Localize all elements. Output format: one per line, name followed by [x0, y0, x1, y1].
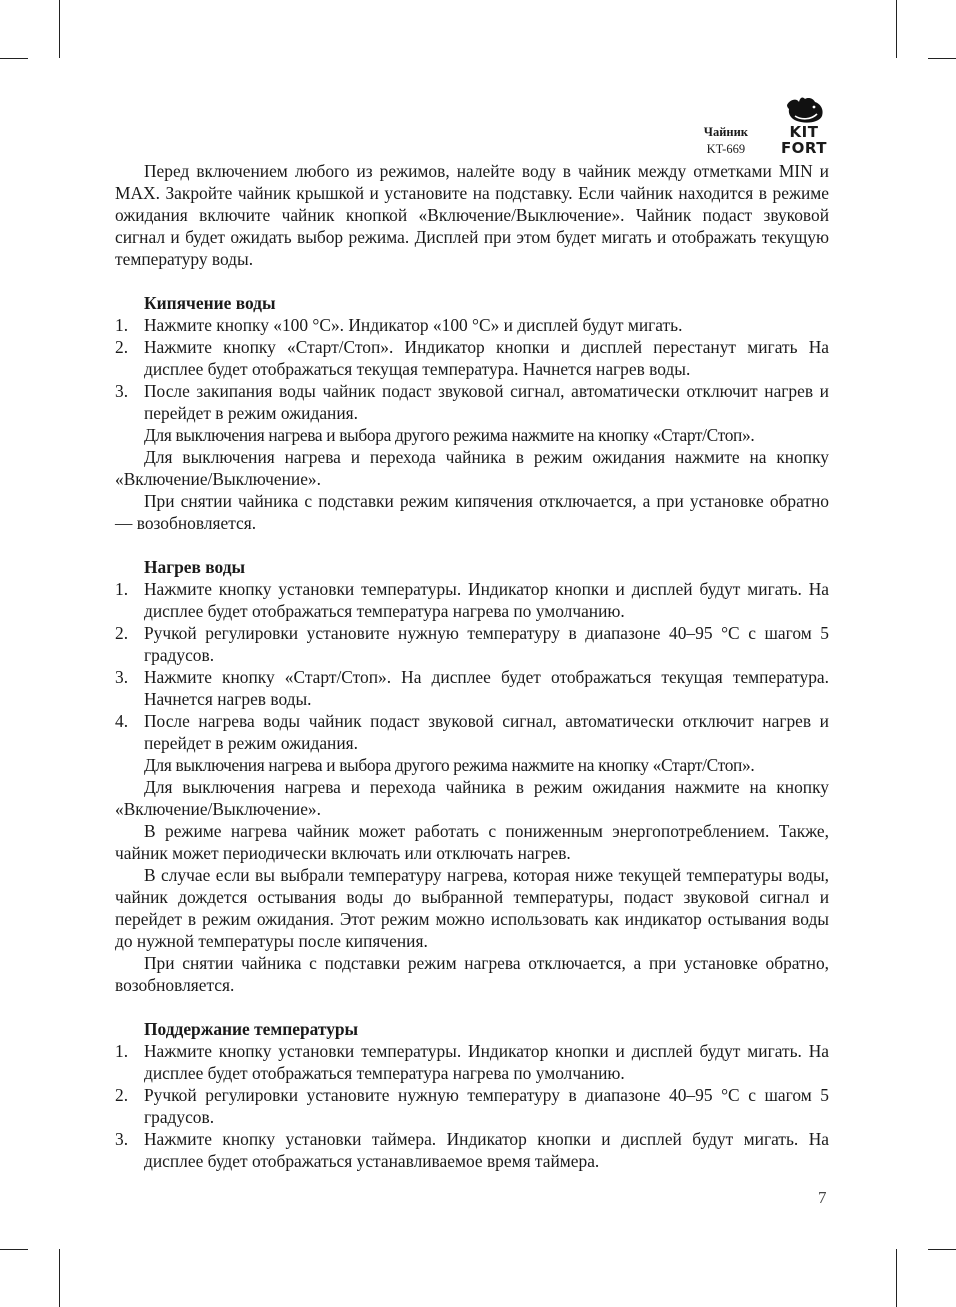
- step-number: 2.: [115, 1085, 129, 1105]
- crop-mark-top-right-h: [928, 58, 956, 59]
- list-item: [115, 314, 829, 336]
- note-paragraph: При снятии чайника с подставки режим нагрева отключается, а при установке обратно, возобновляется.: [115, 953, 829, 995]
- step-number: 1.: [115, 315, 129, 335]
- page-number: 7: [818, 1188, 827, 1207]
- logo-text-kit: KIT: [789, 123, 819, 141]
- list-item: [115, 710, 829, 754]
- note-paragraph: Для выключения нагрева и выбора другого режима нажмите на кнопку «Старт/Стоп».: [144, 755, 755, 775]
- main-content: [115, 160, 829, 1172]
- section-title: Нагрев воды: [144, 557, 246, 577]
- crop-mark-top-left: [59, 0, 60, 58]
- step-text: Ручкой регулировки установите нужную температуру в диапазоне 40–95 °С с шагом 5 градусов.: [144, 623, 829, 665]
- step-number: 2.: [115, 623, 129, 643]
- crop-mark-bottom-left-h: [0, 1249, 28, 1250]
- product-info: [704, 124, 748, 158]
- intro-paragraph: Перед включением любого из режимов, налейте воду в чайник между отметками MIN и MAX. Закройте чайник крышкой и установите на подставку. Если чайник находится в режиме ожидания включите чайник кнопкой «Включение/Выключение». Чайник подаст звуковой сигнал и будет ожидать выбор режима. Дисплей при этом будет мигать и отображать текущую температуру воды.: [115, 161, 829, 269]
- note-paragraph: При снятии чайника с подставки режим кипячения отключается, а при установке обратно — возобновляется.: [115, 491, 829, 533]
- crop-mark-bottom-left: [59, 1249, 60, 1307]
- step-text: Ручкой регулировки установите нужную температуру в диапазоне 40–95 °С с шагом 5 градусов.: [144, 1085, 829, 1127]
- crop-mark-top-left-h: [0, 58, 28, 59]
- steps-list: [115, 578, 829, 754]
- logo-text-fort: FORT: [780, 139, 828, 157]
- note-paragraph: В случае если вы выбрали температуру нагрева, которая ниже текущей температуры воды, чайник дождется остывания воды до выбранной температуры, подаст звуковой сигнал и перейдет в режим ожидания. Этот режим можно использовать как индикатор остывания воды до нужной температуры после кипячения.: [115, 865, 829, 951]
- step-text: Нажмите кнопку «Старт/Стоп». Индикатор кнопки и дисплей перестанут мигать На дисплее будет отображаться текущая температура. Начнется нагрев воды.: [144, 337, 829, 379]
- list-item: [115, 622, 829, 666]
- step-number: 1.: [115, 1041, 129, 1061]
- section-boiling: [115, 292, 829, 534]
- note-paragraph: Для выключения нагрева и перехода чайника в режим ожидания нажмите на кнопку «Включение/Выключение».: [115, 447, 829, 489]
- note-paragraph: В режиме нагрева чайник может работать с пониженным энергопотреблением. Также, чайник может периодически включать или отключать нагрев.: [115, 821, 829, 863]
- step-text: Нажмите кнопку «100 °С». Индикатор «100 °С» и дисплей будут мигать.: [144, 315, 683, 335]
- step-text: Нажмите кнопку установки температуры. Индикатор кнопки и дисплей будут мигать. На дисплее будет отображаться температура нагрева по умолчанию.: [144, 1041, 829, 1083]
- crop-mark-bottom-right: [896, 1249, 897, 1307]
- step-text: Нажмите кнопку «Старт/Стоп». На дисплее будет отображаться текущая температура. Начнется нагрев воды.: [144, 667, 829, 709]
- crop-mark-bottom-right-h: [928, 1249, 956, 1250]
- section-keep-warm: [115, 1018, 829, 1172]
- step-number: 2.: [115, 337, 129, 357]
- logo-text: [778, 124, 830, 156]
- step-text: Нажмите кнопку установки таймера. Индикатор кнопки и дисплей будут мигать. На дисплее будет отображаться устанавливаемое время таймера.: [144, 1129, 829, 1171]
- product-name: Чайник: [703, 125, 748, 139]
- list-item: [115, 380, 829, 424]
- whale-icon: [785, 96, 825, 124]
- list-item: [115, 1040, 829, 1084]
- section-heating: [115, 556, 829, 996]
- section-title: Кипячение воды: [144, 293, 276, 313]
- list-item: [115, 1128, 829, 1172]
- page-header: [690, 96, 830, 158]
- steps-list: [115, 314, 829, 424]
- step-number: 3.: [115, 381, 129, 401]
- crop-mark-top-right: [896, 0, 897, 58]
- step-number: 3.: [115, 1129, 129, 1149]
- steps-list: [115, 1040, 829, 1172]
- brand-logo: [778, 96, 830, 158]
- step-number: 1.: [115, 579, 129, 599]
- section-title: Поддержание температуры: [144, 1019, 359, 1039]
- note-paragraph: Для выключения нагрева и перехода чайника в режим ожидания нажмите на кнопку «Включение/Выключение».: [115, 777, 829, 819]
- list-item: [115, 578, 829, 622]
- product-model: KT-669: [706, 142, 746, 156]
- list-item: [115, 666, 829, 710]
- step-text: После нагрева воды чайник подаст звуковой сигнал, автоматически отключит нагрев и перейдет в режим ожидания.: [144, 711, 829, 753]
- note-paragraph: Для выключения нагрева и выбора другого режима нажмите на кнопку «Старт/Стоп».: [144, 425, 755, 445]
- step-number: 4.: [115, 711, 129, 731]
- step-text: Нажмите кнопку установки температуры. Индикатор кнопки и дисплей будут мигать. На дисплее будет отображаться температура нагрева по умолчанию.: [144, 579, 829, 621]
- list-item: [115, 1084, 829, 1128]
- step-text: После закипания воды чайник подаст звуковой сигнал, автоматически отключит нагрев и перейдет в режим ожидания.: [144, 381, 829, 423]
- step-number: 3.: [115, 667, 129, 687]
- list-item: [115, 336, 829, 380]
